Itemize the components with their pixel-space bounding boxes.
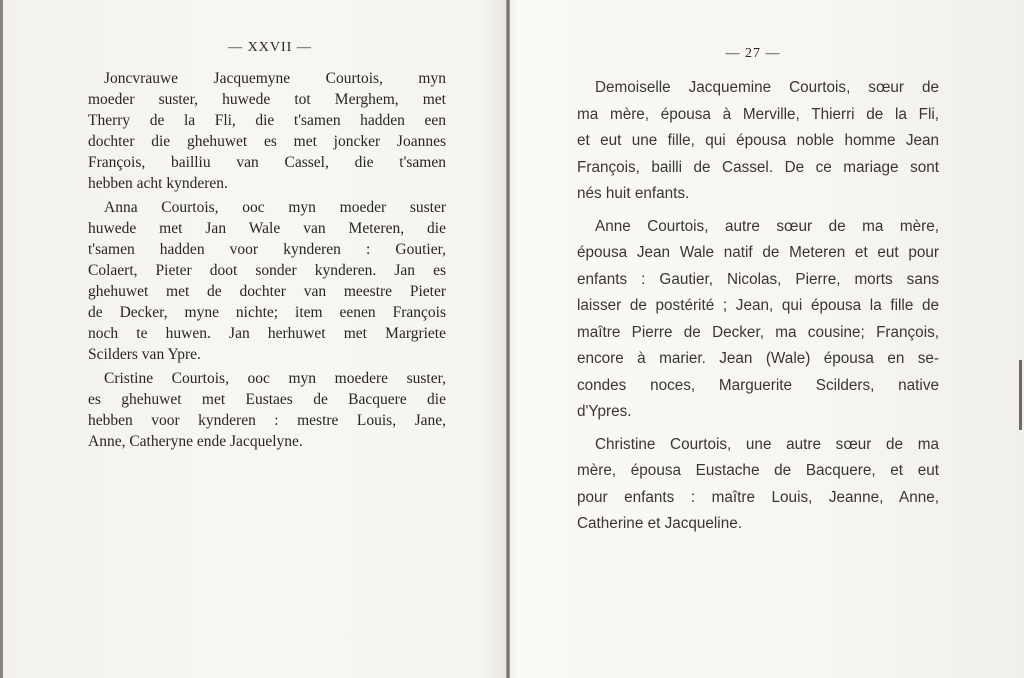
text-line: t'samen hadden voor kynderen : Goutier, bbox=[88, 241, 446, 258]
left-page-text bbox=[88, 68, 446, 452]
left-page-edge bbox=[0, 0, 3, 678]
text-line: François, bailliu van Cassel, die t'samen bbox=[88, 154, 446, 171]
text-line: encore à marier. Jean (Wale) épousa en se- bbox=[577, 350, 939, 367]
text-line: Christine Courtois, une autre sœur de ma bbox=[595, 435, 939, 453]
text-line: moeder suster, huwede tot Merghem, met bbox=[88, 91, 446, 108]
text-line: François, bailli de Cassel. De ce mariage sont bbox=[577, 158, 939, 176]
paragraph bbox=[88, 368, 446, 452]
text-line: es ghehuwet met Eustaes de Bacquere die bbox=[88, 391, 446, 408]
text-line: laisser de postérité ; Jean, qui épousa la fille de bbox=[577, 297, 939, 314]
text-line: Colaert, Pieter doot sonder kynderen. Jan es bbox=[88, 262, 446, 279]
text-line: hebben voor kynderen : mestre Louis, Jane, bbox=[88, 412, 446, 429]
left-page-number: — XXVII — bbox=[228, 40, 312, 55]
text-line: dochter die ghehuwet es met joncker Joannes bbox=[88, 133, 446, 150]
text-line: ghehuwet met de dochter van meestre Pieter bbox=[88, 283, 446, 300]
text-line: hebben acht kynderen. bbox=[88, 175, 228, 192]
right-page-number: — 27 — bbox=[725, 46, 781, 61]
text-line: Anne Courtois, autre sœur de ma mère, bbox=[595, 217, 939, 235]
text-line: condes noces, Marguerite Scilders, native bbox=[577, 376, 939, 394]
right-page-text bbox=[577, 75, 939, 538]
text-line: pour enfants : maître Louis, Jeanne, Anne, bbox=[577, 488, 939, 506]
text-line: Joncvrauwe Jacquemyne Courtois, myn bbox=[104, 70, 446, 87]
text-line: enfants : Gautier, Nicolas, Pierre, morts sans bbox=[577, 270, 939, 288]
text-line: Demoiselle Jacquemine Courtois, sœur de bbox=[595, 79, 939, 96]
text-line: et eut une fille, qui épousa noble homme Jean bbox=[577, 132, 939, 149]
text-line: mère, épousa Eustache de Bacquere, et eut bbox=[577, 462, 939, 479]
text-line: Scilders van Ypre. bbox=[88, 346, 201, 363]
text-line: Therry de la Fli, die t'samen hadden een bbox=[88, 112, 446, 129]
text-line: Anne, Catheryne ende Jacquelyne. bbox=[88, 433, 303, 450]
text-line: d'Ypres. bbox=[577, 403, 632, 420]
book-gutter bbox=[506, 0, 510, 678]
paragraph bbox=[577, 214, 939, 426]
paragraph bbox=[88, 68, 446, 194]
text-line: Cristine Courtois, ooc myn moedere suster, bbox=[104, 370, 446, 387]
text-line: noch te huwen. Jan herhuwet met Margriete bbox=[88, 325, 446, 342]
text-line: épousa Jean Wale natif de Meteren et eut pour bbox=[577, 244, 939, 261]
right-page-edge-mark bbox=[1019, 360, 1022, 430]
right-page bbox=[577, 46, 939, 544]
text-line: huwede met Jan Wale van Meteren, die bbox=[88, 220, 446, 237]
text-line: de Decker, myne nichte; item eenen François bbox=[88, 304, 446, 321]
paragraph bbox=[577, 432, 939, 538]
paragraph bbox=[577, 75, 939, 208]
text-line: maître Pierre de Decker, ma cousine; François, bbox=[577, 323, 939, 341]
left-page bbox=[88, 40, 446, 452]
text-line: Catherine et Jacqueline. bbox=[577, 515, 742, 532]
text-line: ma mère, épousa à Merville, Thierri de la Fli, bbox=[577, 105, 939, 123]
text-line: Anna Courtois, ooc myn moeder suster bbox=[104, 199, 446, 216]
paragraph bbox=[88, 197, 446, 365]
text-line: nés huit enfants. bbox=[577, 185, 690, 202]
